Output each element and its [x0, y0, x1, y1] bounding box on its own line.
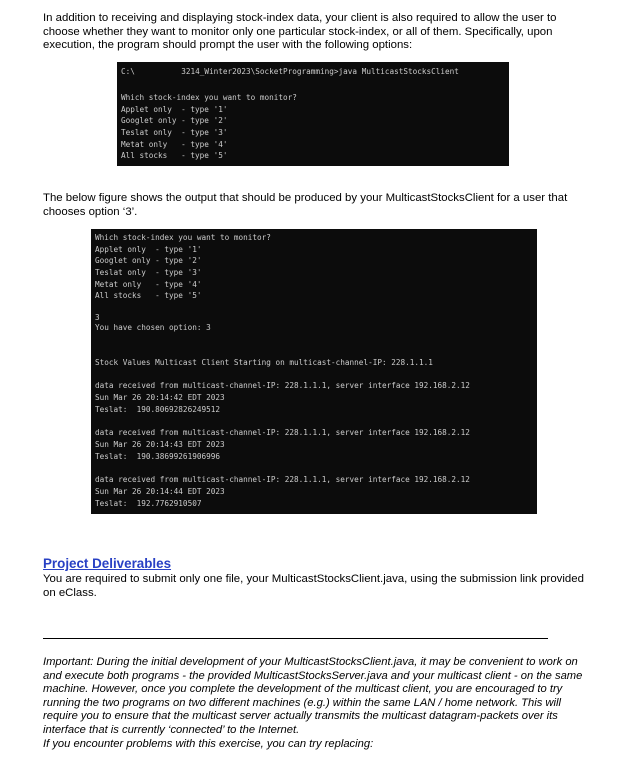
- terminal-option: All stocks - type '5': [95, 291, 202, 301]
- terminal-option: Teslat only - type '3': [121, 128, 228, 138]
- terminal-command: 3214_Winter2023\SocketProgramming>java MulticastStocksClient: [181, 67, 459, 76]
- terminal-date-line: Sun Mar 26 20:14:44 EDT 2023: [95, 487, 225, 496]
- important-paragraph: Important: During the initial development of your MulticastStocksClient.java, it may be convenient to work on and execute both programs - the provided MulticastStocksServer.java and your multicast client - on the same machine. However, once you complete the development of the multicast client, you are encouraged to try running the two programs on two different machines (e.g.) within the same LAN / home network. This will require you to ensure that the multicast server actually transmits the multicast datagram-packets over its interface that is currently ‘connected’ to the Internet.: [43, 656, 583, 736]
- terminal-received-line: data received from multicast-channel-IP: 228.1.1.1, server interface 192.168.2.12: [95, 475, 470, 485]
- terminal-title-bar: [121, 66, 509, 81]
- terminal-path: C:\: [121, 67, 135, 76]
- terminal-date-line: Sun Mar 26 20:14:42 EDT 2023: [95, 392, 225, 402]
- terminal-value-line: Teslat: 192.7762910507: [95, 498, 202, 508]
- terminal-option: Applet only - type '1': [121, 104, 228, 114]
- terminal-prompt-line: Which stock-index you want to monitor?: [95, 233, 271, 242]
- terminal-user-input: 3: [95, 313, 100, 323]
- terminal-date-line: Sun Mar 26 20:14:43 EDT 2023: [95, 439, 225, 449]
- intro-paragraph: In addition to receiving and displaying stock-index data, your client is also required to allow the user to choose whether they want to monitor only one particular stock-index, or all of them. Specifically, upon execution, the program should prompt the user with the following options:: [43, 12, 557, 52]
- divider: [43, 638, 548, 639]
- terminal-value-line: Teslat: 190.80692826249512: [95, 404, 220, 414]
- important-note: [43, 656, 591, 751]
- deliverables-heading: Project Deliverables: [43, 556, 172, 571]
- terminal-option: Metat only - type '4': [95, 279, 202, 289]
- terminal-value-line: Teslat: 190.38699261906996: [95, 451, 220, 461]
- terminal-received-line: data received from multicast-channel-IP: 228.1.1.1, server interface 192.168.2.12: [95, 381, 470, 391]
- terminal-prompt-screenshot: [117, 62, 509, 166]
- deliverables-paragraph: You are required to submit only one file, your MulticastStocksClient.java, using the submission link provided on eClass.: [43, 573, 584, 599]
- if-problems-line: If you encounter problems with this exercise, you can try replacing:: [43, 737, 374, 750]
- terminal-starting-line: Stock Values Multicast Client Starting on multicast-channel-IP: 228.1.1.1: [95, 357, 433, 367]
- terminal-option: Metat only - type '4': [121, 139, 228, 149]
- figure-paragraph: The below figure shows the output that should be produced by your MulticastStocksClient for a user that chooses option ‘3’.: [43, 192, 568, 218]
- terminal-option: Googlet only - type '2': [95, 256, 202, 266]
- terminal-prompt-line: Which stock-index you want to monitor?: [121, 93, 297, 102]
- terminal-option: Teslat only - type '3': [95, 268, 202, 278]
- terminal-option: Applet only - type '1': [95, 244, 202, 254]
- terminal-chosen-line: You have chosen option: 3: [95, 323, 211, 333]
- terminal-option: All stocks - type '5': [121, 151, 228, 161]
- terminal-option: Googlet only - type '2': [121, 116, 228, 126]
- terminal-received-line: data received from multicast-channel-IP: 228.1.1.1, server interface 192.168.2.12: [95, 428, 470, 438]
- terminal-output-screenshot: [91, 229, 537, 514]
